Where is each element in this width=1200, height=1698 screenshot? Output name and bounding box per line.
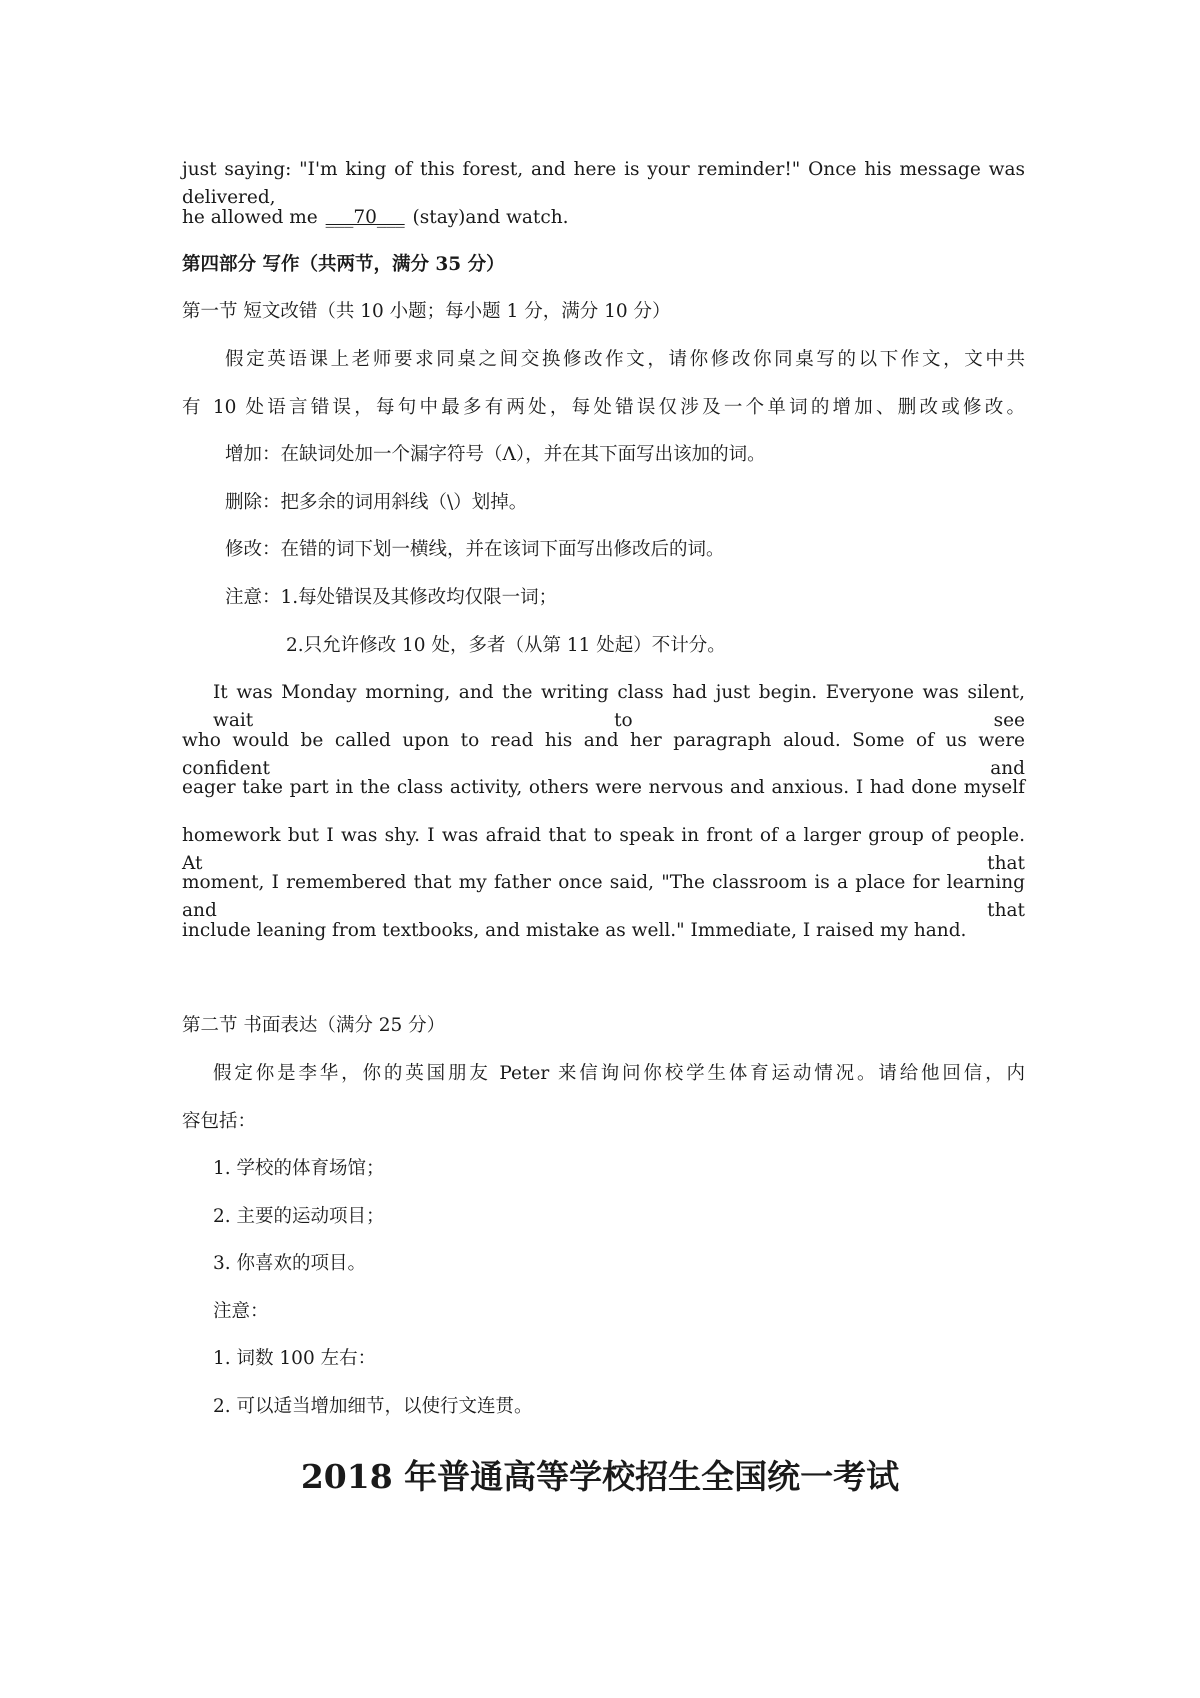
- rule-add: 增加：在缺词处加一个漏字符号（Λ），并在其下面写出该加的词。: [225, 444, 766, 465]
- instruction-line: 假定英语课上老师要求同桌之间交换修改作文，请你修改你同桌写的以下作文，文中共: [225, 349, 1025, 370]
- passage-line-with-blank: [182, 204, 1025, 232]
- note-label: 注意：: [213, 1301, 269, 1322]
- essay-line: It was Monday morning, and the writing class had just begin. Everyone was silent, wait to see: [213, 682, 1025, 731]
- essay-line: include leaning from textbooks, and mistake as well." Immediate, I raised my hand.: [182, 920, 967, 941]
- essay-line: eager take part in the class activity, others were nervous and anxious. I had done myself: [182, 777, 1025, 798]
- instruction-line: 容包括：: [182, 1111, 257, 1132]
- note-item: 2. 可以适当增加细节，以使行文连贯。: [213, 1396, 533, 1417]
- instruction-line: 假定你是李华，你的英国朋友 Peter 来信询问你校学生体育运动情况。请给他回信，内: [213, 1063, 1025, 1084]
- section-heading: 第二节 书面表达（满分 25 分）: [182, 1015, 446, 1036]
- content-item: 1. 学校的体育场馆；: [213, 1158, 385, 1179]
- essay-line: moment, I remembered that my father once said, "The classroom is a place for learning and that: [182, 872, 1025, 921]
- content-item: 3. 你喜欢的项目。: [213, 1253, 367, 1274]
- answer-blank-70: ___70___: [325, 207, 405, 228]
- rule-delete: 删除：把多余的词用斜线（\）划掉。: [225, 492, 528, 513]
- essay-line: who would be called upon to read his and her paragraph aloud. Some of us were confident and: [182, 730, 1025, 779]
- passage-line: just saying: "I'm king of this forest, and here is your reminder!" Once his message was delivered,: [182, 159, 1025, 208]
- note-line: 2.只允许修改 10 处，多者（从第 11 处起）不计分。: [286, 635, 726, 656]
- instruction-line: 有 10 处语言错误，每句中最多有两处，每处错误仅涉及一个单词的增加、删改或修改。: [182, 397, 1025, 418]
- rule-modify: 修改：在错的词下划一横线，并在该词下面写出修改后的词。: [225, 539, 725, 560]
- essay-line: homework but I was shy. I was afraid that to speak in front of a larger group of people. At that: [182, 825, 1025, 874]
- part-heading: 第四部分 写作（共两节，满分 35 分）: [182, 254, 505, 275]
- note-item: 1. 词数 100 左右：: [213, 1348, 377, 1369]
- passage-text: (stay)and watch.: [406, 207, 569, 228]
- exam-title: 2018 年普通高等学校招生全国统一考试: [300, 1457, 900, 1496]
- section-heading: 第一节 短文改错（共 10 小题；每小题 1 分，满分 10 分）: [182, 301, 671, 322]
- note-line: 注意：1.每处错误及其修改均仅限一词；: [225, 587, 558, 608]
- content-item: 2. 主要的运动项目；: [213, 1206, 385, 1227]
- passage-text: he allowed me: [182, 207, 324, 228]
